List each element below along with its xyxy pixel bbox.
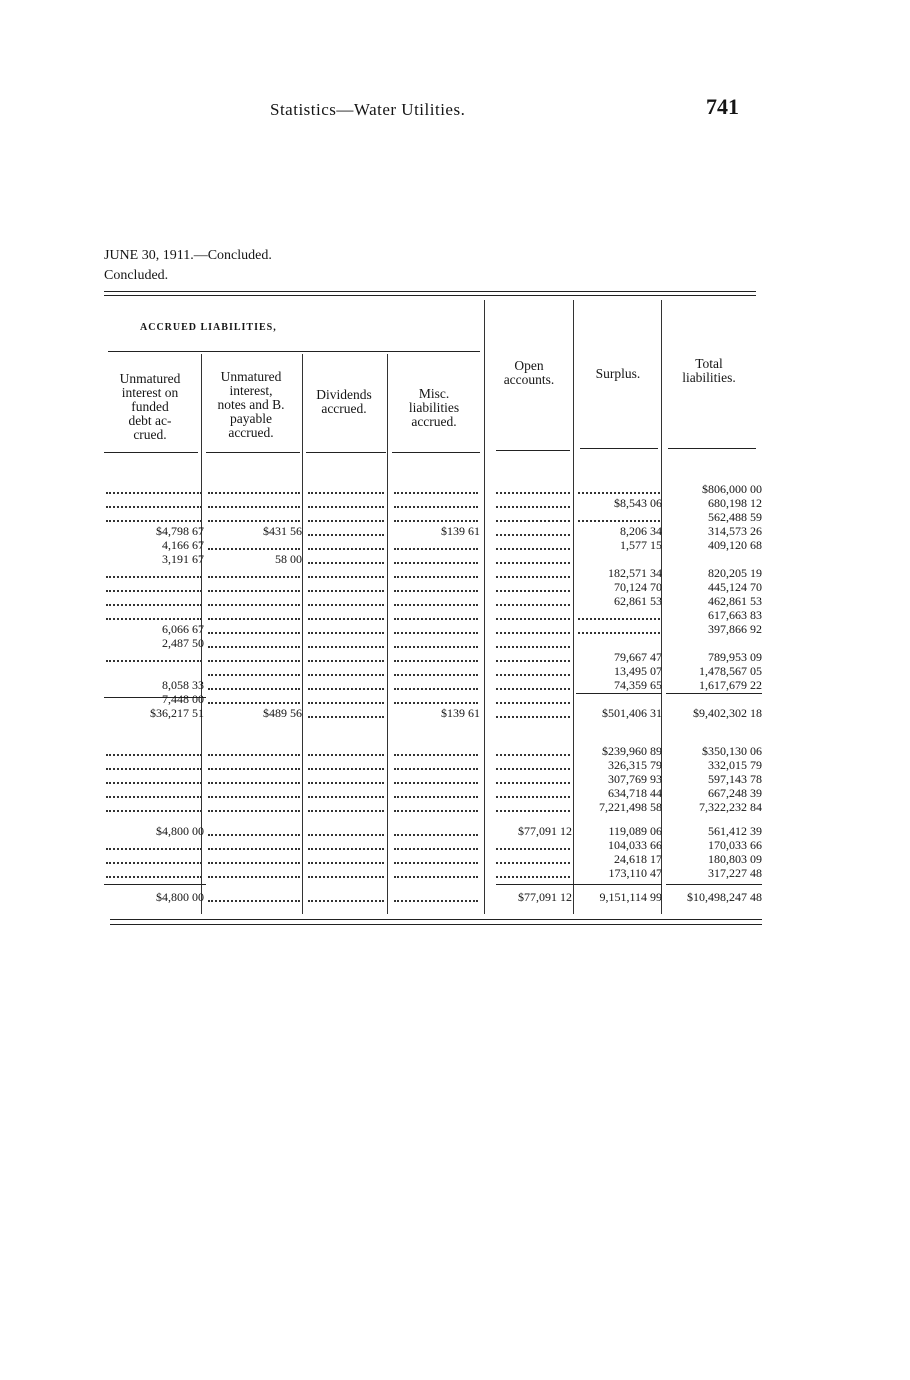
leader-dots [104, 482, 204, 496]
leader-dots [206, 866, 302, 880]
leader-dots [104, 744, 204, 758]
leader-dots [306, 664, 386, 678]
table-cell: 397,866 92 [708, 622, 762, 636]
leader-dots [104, 758, 204, 772]
header-rule [496, 450, 570, 451]
leader-dots [206, 636, 302, 650]
leader-dots [392, 692, 480, 706]
leader-dots [494, 552, 572, 566]
table-cell: 119,089 06 [608, 824, 662, 838]
top-rule [104, 291, 756, 292]
table-cell: 307,769 93 [608, 772, 662, 786]
table-cell: $806,000 00 [702, 482, 762, 496]
leader-dots [206, 772, 302, 786]
leader-dots [494, 524, 572, 538]
table-cell: 6,066 67 [162, 622, 204, 636]
table-cell: $77,091 12 [518, 890, 572, 904]
column-header: Open accounts. [503, 358, 555, 387]
leader-dots [104, 580, 204, 594]
leader-dots [392, 580, 480, 594]
leader-dots [306, 524, 386, 538]
leader-dots [306, 608, 386, 622]
leader-dots [392, 566, 480, 580]
table-cell: 680,198 12 [708, 496, 762, 510]
table-cell: 3,191 67 [162, 552, 204, 566]
subtotal-rule [104, 884, 206, 885]
leader-dots [392, 772, 480, 786]
table-cell: 332,015 79 [708, 758, 762, 772]
leader-dots [576, 608, 662, 622]
table-cell: 1,617,679 22 [699, 678, 762, 692]
leader-dots [206, 824, 302, 838]
leader-dots [104, 496, 204, 510]
table-cell: 24,618 17 [614, 852, 662, 866]
column-divider [302, 354, 303, 914]
leader-dots [494, 744, 572, 758]
leader-dots [494, 786, 572, 800]
leader-dots [494, 664, 572, 678]
table-cell: 2,487 50 [162, 636, 204, 650]
leader-dots [392, 786, 480, 800]
leader-dots [494, 594, 572, 608]
leader-dots [206, 482, 302, 496]
leader-dots [306, 706, 386, 720]
leader-dots [392, 538, 480, 552]
leader-dots [494, 706, 572, 720]
leader-dots [392, 594, 480, 608]
leader-dots [392, 758, 480, 772]
leader-dots [306, 744, 386, 758]
leader-dots [206, 566, 302, 580]
leader-dots [206, 608, 302, 622]
leader-dots [494, 772, 572, 786]
table-cell: 7,448 00 [162, 692, 204, 706]
column-divider [484, 300, 485, 914]
leader-dots [392, 608, 480, 622]
leader-dots [392, 664, 480, 678]
subtotal-rule [576, 693, 662, 694]
column-header: Dividends accrued. [316, 387, 372, 416]
leader-dots [206, 890, 302, 904]
table-cell: 173,110 47 [608, 866, 662, 880]
table-cell: 789,953 09 [708, 650, 762, 664]
leader-dots [206, 758, 302, 772]
table-cell: 445,124 70 [708, 580, 762, 594]
table-cell: $489 56 [263, 706, 302, 720]
leader-dots [206, 800, 302, 814]
leader-dots [494, 580, 572, 594]
header-rule [206, 452, 300, 453]
leader-dots [392, 824, 480, 838]
subtotal-rule [576, 884, 662, 885]
leader-dots [104, 594, 204, 608]
header-rule [580, 448, 658, 449]
leader-dots [494, 650, 572, 664]
table-cell: 1,478,567 05 [699, 664, 762, 678]
leader-dots [494, 636, 572, 650]
leader-dots [206, 664, 302, 678]
leader-dots [306, 786, 386, 800]
table-cell: 170,033 66 [708, 838, 762, 852]
leader-dots [576, 482, 662, 496]
table-cell: 79,667 47 [614, 650, 662, 664]
leader-dots [306, 510, 386, 524]
leader-dots [392, 510, 480, 524]
table-cell: $239,960 89 [602, 744, 662, 758]
leader-dots [104, 852, 204, 866]
leader-dots [494, 866, 572, 880]
table-continuation-line: Concluded. [104, 268, 169, 283]
leader-dots [576, 510, 662, 524]
leader-dots [104, 566, 204, 580]
leader-dots [206, 852, 302, 866]
leader-dots [392, 890, 480, 904]
column-header: Unmatured interest on funded debt ac- crued. [119, 371, 181, 442]
table-cell: 634,718 44 [608, 786, 662, 800]
leader-dots [306, 566, 386, 580]
leader-dots [104, 838, 204, 852]
leader-dots [494, 482, 572, 496]
leader-dots [206, 678, 302, 692]
table-cell: 4,166 67 [162, 538, 204, 552]
leader-dots [206, 692, 302, 706]
table-cell: 104,033 66 [608, 838, 662, 852]
leader-dots [494, 800, 572, 814]
leader-dots [306, 482, 386, 496]
leader-dots [306, 866, 386, 880]
leader-dots [206, 594, 302, 608]
table-cell: 597,143 78 [708, 772, 762, 786]
table-cell: 326,315 79 [608, 758, 662, 772]
leader-dots [206, 622, 302, 636]
leader-dots [306, 692, 386, 706]
header-rule [306, 452, 386, 453]
leader-dots [306, 824, 386, 838]
leader-dots [104, 772, 204, 786]
leader-dots [392, 838, 480, 852]
table-cell: 1,577 15 [620, 538, 662, 552]
leader-dots [306, 552, 386, 566]
table-cell: $139 61 [441, 524, 480, 538]
leader-dots [494, 678, 572, 692]
header-rule [668, 448, 756, 449]
group-heading: ACCRUED LIABILITIES, [140, 322, 277, 333]
subtotal-rule [666, 884, 762, 885]
leader-dots [306, 496, 386, 510]
leader-dots [494, 496, 572, 510]
page-number: 741 [706, 94, 739, 119]
leader-dots [206, 786, 302, 800]
leader-dots [494, 538, 572, 552]
leader-dots [392, 552, 480, 566]
table-cell: 74,359 65 [614, 678, 662, 692]
table-cell: 667,248 39 [708, 786, 762, 800]
leader-dots [206, 838, 302, 852]
leader-dots [494, 758, 572, 772]
leader-dots [392, 482, 480, 496]
leader-dots [206, 744, 302, 758]
table-cell: 13,495 07 [614, 664, 662, 678]
table-cell: $77,091 12 [518, 824, 572, 838]
running-head-title: Statistics—Water Utilities. [270, 100, 466, 119]
column-header: Unmatured interest, notes and B. payable accrued. [217, 369, 285, 440]
leader-dots [306, 852, 386, 866]
table-cell: $4,800 00 [156, 890, 204, 904]
table-cell: 617,663 83 [708, 608, 762, 622]
leader-dots [306, 838, 386, 852]
leader-dots [206, 650, 302, 664]
table-cell: 561,412 39 [708, 824, 762, 838]
leader-dots [306, 594, 386, 608]
table-cell: $9,402,302 18 [693, 706, 762, 720]
bottom-rule [110, 919, 762, 920]
leader-dots [306, 580, 386, 594]
table-cell: 562,488 59 [708, 510, 762, 524]
column-header: Total liabilities. [682, 356, 736, 385]
leader-dots [576, 622, 662, 636]
table-cell: 58 00 [275, 552, 302, 566]
table-cell: $8,543 06 [614, 496, 662, 510]
leader-dots [392, 866, 480, 880]
leader-dots [104, 608, 204, 622]
column-divider [387, 354, 388, 914]
leader-dots [306, 650, 386, 664]
table-cell: $139 61 [441, 706, 480, 720]
leader-dots [392, 744, 480, 758]
leader-dots [104, 510, 204, 524]
leader-dots [306, 636, 386, 650]
table-cell: 182,571 34 [608, 566, 662, 580]
table-cell: $431 56 [263, 524, 302, 538]
table-cell: $4,798 67 [156, 524, 204, 538]
leader-dots [206, 538, 302, 552]
header-rule [392, 452, 480, 453]
table-cell: $350,130 06 [702, 744, 762, 758]
header-rule [104, 452, 198, 453]
table-cell: 70,124 70 [614, 580, 662, 594]
leader-dots [494, 838, 572, 852]
table-cell: 8,058 33 [162, 678, 204, 692]
leader-dots [494, 608, 572, 622]
table-cell: $36,217 51 [150, 706, 204, 720]
leader-dots [392, 650, 480, 664]
column-header: Surplus. [595, 366, 641, 381]
table-cell: 7,322,232 84 [699, 800, 762, 814]
table-cell: 7,221,498 58 [599, 800, 662, 814]
table-cell: 314,573 26 [708, 524, 762, 538]
leader-dots [392, 852, 480, 866]
group-rule [108, 351, 480, 352]
leader-dots [494, 566, 572, 580]
table-cell: 462,861 53 [708, 594, 762, 608]
leader-dots [306, 772, 386, 786]
leader-dots [206, 496, 302, 510]
subtotal-rule [666, 693, 762, 694]
leader-dots [392, 678, 480, 692]
leader-dots [494, 852, 572, 866]
leader-dots [392, 496, 480, 510]
table-date-line: JUNE 30, 1911.—Concluded. [104, 248, 272, 263]
table-cell: 820,205 19 [708, 566, 762, 580]
table-cell: 180,803 09 [708, 852, 762, 866]
table-cell: 8,206 34 [620, 524, 662, 538]
table-cell: $501,406 31 [602, 706, 662, 720]
bottom-rule [110, 924, 762, 925]
table-cell: 9,151,114 99 [599, 890, 662, 904]
table-cell: 409,120 68 [708, 538, 762, 552]
leader-dots [104, 800, 204, 814]
leader-dots [306, 538, 386, 552]
table-cell: 62,861 53 [614, 594, 662, 608]
leader-dots [306, 890, 386, 904]
table-cell: $10,498,247 48 [687, 890, 762, 904]
leader-dots [494, 622, 572, 636]
table-cell: 317,227 48 [708, 866, 762, 880]
leader-dots [306, 758, 386, 772]
leader-dots [206, 580, 302, 594]
leader-dots [306, 622, 386, 636]
subtotal-rule [496, 884, 576, 885]
top-rule [104, 295, 756, 296]
leader-dots [104, 786, 204, 800]
leader-dots [306, 800, 386, 814]
leader-dots [494, 510, 572, 524]
table-cell: $4,800 00 [156, 824, 204, 838]
leader-dots [206, 510, 302, 524]
leader-dots [494, 692, 572, 706]
column-header: Misc. liabilities accrued. [408, 386, 460, 429]
leader-dots [392, 800, 480, 814]
leader-dots [392, 622, 480, 636]
leader-dots [306, 678, 386, 692]
leader-dots [104, 650, 204, 664]
leader-dots [392, 636, 480, 650]
leader-dots [104, 866, 204, 880]
column-divider [573, 300, 574, 914]
